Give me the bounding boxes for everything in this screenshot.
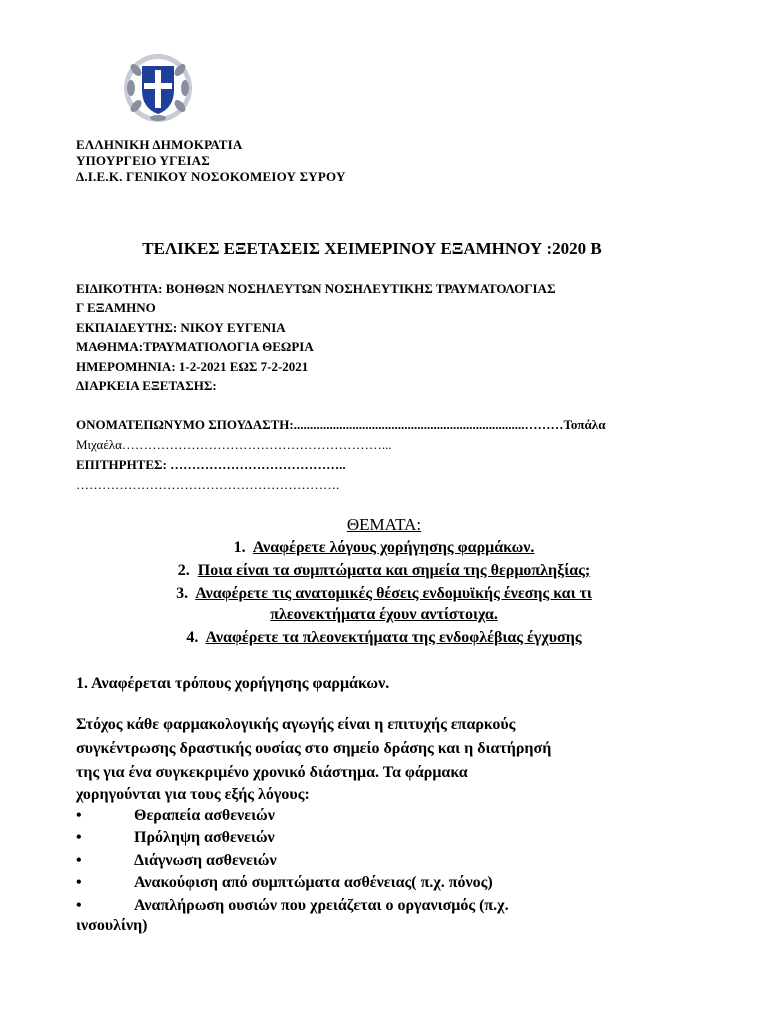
info-student-name-cont: Μιχαέλα……………………………………………………... — [76, 437, 392, 452]
answer-paragraph-line-2: συγκέντρωσης δραστικής ουσίας στο σημείο δράσης και η διατήρησή — [76, 740, 552, 757]
answer-paragraph-line-3: της για ένα συγκεκριμένο χρονικό διάστημα. Τα φάρμακα — [76, 764, 468, 781]
info-semester: Γ ΕΞΑΜΗΝΟ — [76, 300, 156, 315]
topic-item-4: 4. Αναφέρετε τα πλεονεκτήματα της ενδοφλέβιας έγχυσης — [186, 629, 582, 646]
topic-item-1: 1. Αναφέρετε λόγους χορήγησης φαρμάκων. — [233, 539, 535, 556]
list-item: • Ανακούφιση από συμπτώματα ασθένειας( π.χ. πόνος) — [76, 874, 493, 891]
topic-item-3-cont: πλεονεκτήματα έχουν αντίστοιχα. — [270, 606, 498, 623]
list-item: • Διάγνωση ασθενειών — [76, 852, 277, 869]
info-course: ΜΑΘΗΜΑ:ΤΡΑΥΜΑΤΙΟΛΟΓΙΑ ΘΕΩΡΙΑ — [76, 339, 314, 354]
info-proctors-cont: ……………………………………………………. — [76, 477, 340, 492]
topics-heading: ΘΕΜΑΤΑ: — [346, 515, 422, 534]
info-instructor: ΕΚΠΑΙΔΕΥΤΗΣ: ΝΙΚΟΥ ΕΥΓΕΝΙΑ — [76, 320, 286, 335]
topic-item-2: 2. Ποια είναι τα συμπτώματα και σημεία της θερμοπληξίας; — [177, 562, 591, 579]
info-date: ΗΜΕΡΟΜΗΝΙΑ: 1-2-2021 ΕΩΣ 7-2-2021 — [76, 359, 309, 374]
info-duration: ΔΙΑΡΚΕΙΑ ΕΞΕΤΑΣΗΣ: — [76, 378, 217, 393]
answer-paragraph-line-4: χορηγούνται για τους εξής λόγους: — [76, 786, 310, 803]
header-ministry: ΥΠΟΥΡΓΕΙΟ ΥΓΕΙΑΣ — [76, 153, 210, 168]
exam-title: ΤΕΛΙΚΕΣ ΕΞΕΤΑΣΕΙΣ ΧΕΙΜΕΡΙΝΟΥ ΕΞΑΜΗΝΟΥ :2020 Β — [142, 239, 602, 258]
info-proctors: ΕΠΙΤΗΡΗΤΕΣ: ………………………………….. — [76, 457, 346, 472]
answer-heading: 1. Αναφέρεται τρόπους χορήγησης φαρμάκων. — [76, 675, 390, 692]
info-student-name: ΟΝΟΜΑΤΕΠΩΝΥΜΟ ΣΠΟΥΔΑΣΤΗ:.......................................................................………Τοπάλα — [76, 417, 606, 432]
list-item: • Αναπλήρωση ουσιών που χρειάζεται ο οργανισμός (π.χ. — [76, 897, 509, 914]
list-item: • Θεραπεία ασθενειών — [76, 807, 275, 824]
greek-coat-of-arms-icon — [122, 52, 194, 124]
list-item: • Πρόληψη ασθενειών — [76, 829, 275, 846]
header-republic: ΕΛΛΗΝΙΚΗ ΔΗΜΟΚΡΑΤΙΑ — [76, 137, 243, 152]
header-school: Δ.Ι.Ε.Κ. ΓΕΝΙΚΟΥ ΝΟΣΟΚΟΜΕΙΟΥ ΣΥΡΟΥ — [76, 169, 346, 184]
topic-item-3: 3. Αναφέρετε τις ανατομικές θέσεις ενδομυϊκής ένεσης και τι — [176, 585, 592, 602]
list-item-cont: ινσουλίνη) — [76, 917, 148, 934]
info-specialty: ΕΙΔΙΚΟΤΗΤΑ: ΒΟΗΘΩΝ ΝΟΣΗΛΕΥΤΩΝ ΝΟΣΗΛΕΥΤΙΚΗΣ ΤΡΑΥΜΑΤΟΛΟΓΙΑΣ — [76, 281, 556, 296]
answer-paragraph-line-1: Στόχος κάθε φαρμακολογικής αγωγής είναι η επιτυχής επαρκούς — [76, 716, 516, 733]
